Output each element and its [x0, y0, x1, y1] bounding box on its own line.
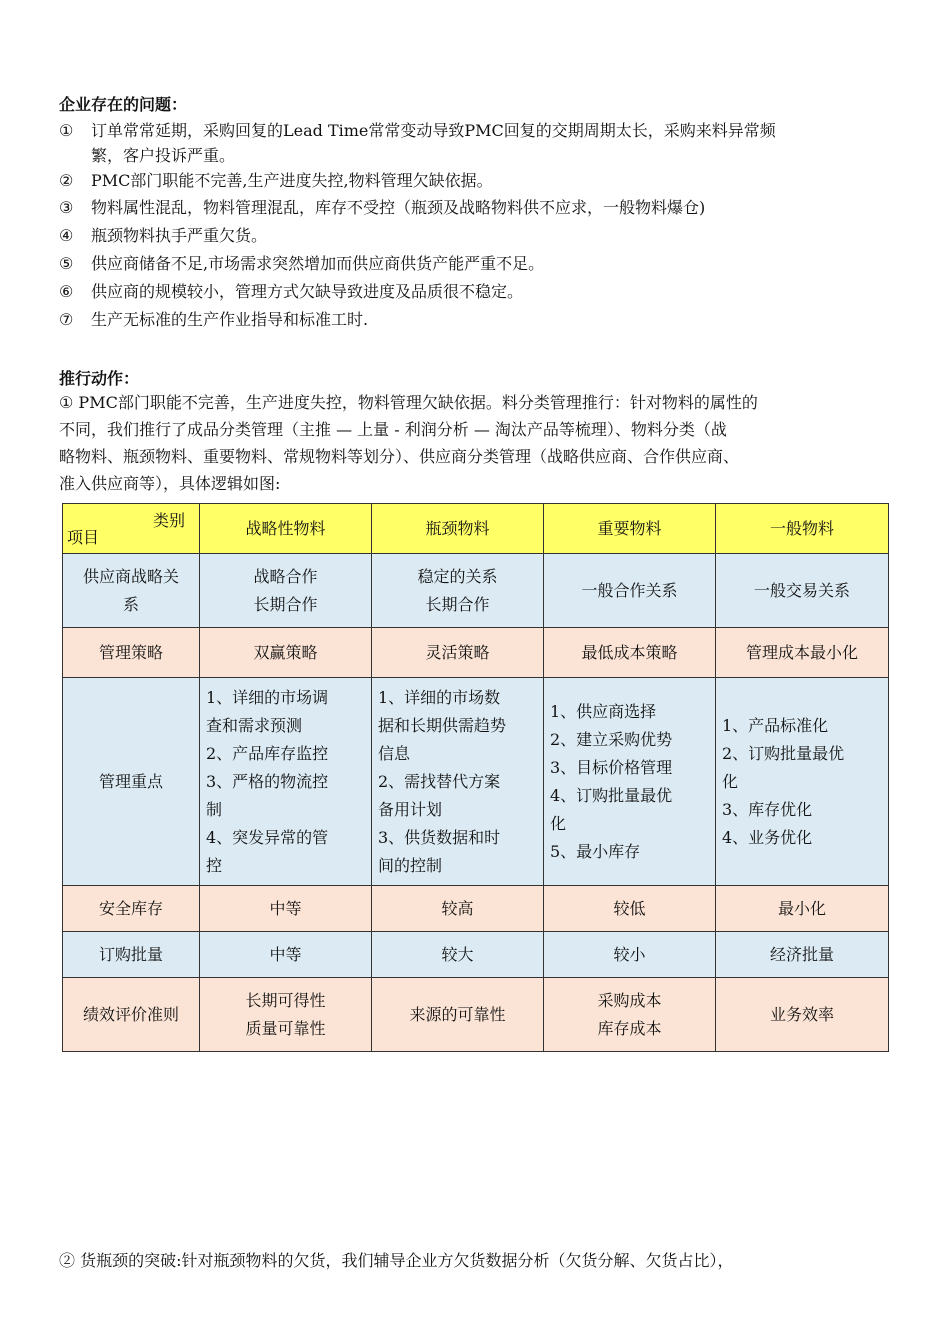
column-header: 一般物料	[716, 504, 889, 554]
table-cell	[372, 554, 544, 628]
item-number: ⑤	[59, 254, 74, 273]
item-text-line: 订单常常延期，采购回复的Lead Time常常变动导致PMC回复的交期周期太长，采购来料异常频	[91, 121, 776, 140]
cell-line: 间的控制	[378, 855, 443, 875]
table-cell	[372, 886, 544, 932]
cell-line: 战略合作	[253, 566, 318, 586]
cell-line: 化	[550, 813, 567, 833]
problem-item	[59, 118, 899, 168]
cell-line: 长期合作	[425, 594, 490, 614]
row-label-cell	[63, 554, 200, 628]
item-text	[91, 168, 899, 193]
row-label-line: 安全库存	[98, 898, 163, 918]
table-cell	[716, 628, 889, 678]
action-paragraph-1	[59, 389, 895, 497]
table-cell	[372, 932, 544, 978]
column-header: 瓶颈物料	[372, 504, 544, 554]
cell-line: 较低	[613, 898, 646, 918]
cell-line: 2、订购批量最优	[722, 743, 845, 763]
cell-line: 备用计划	[378, 799, 443, 819]
cell-line: 据和长期供需趋势	[378, 715, 507, 735]
problem-item	[59, 168, 899, 193]
table-header-row	[63, 504, 889, 554]
table-row	[63, 554, 889, 628]
table-cell	[716, 678, 889, 886]
corner-item-label: 项目	[67, 527, 100, 547]
cell-line: 2、产品库存监控	[206, 743, 329, 763]
row-label-line: 订购批量	[98, 944, 163, 964]
row-label-cell	[63, 886, 200, 932]
table-cell	[372, 628, 544, 678]
item-text-line: 物料属性混乱，物料管理混乱，库存不受控（瓶颈及战略物料供不应求，一般物料爆仓)	[91, 198, 706, 217]
problems-heading: 企业存在的问题：	[59, 95, 188, 114]
problem-item	[59, 279, 899, 304]
row-label-line: 系	[122, 594, 139, 614]
table-row	[63, 678, 889, 886]
cell-line: 1、产品标准化	[722, 715, 829, 735]
cell-line: 稳定的关系	[417, 566, 498, 586]
row-label-line: 管理重点	[98, 771, 163, 791]
item-number: ②	[59, 171, 74, 190]
row-label-cell	[63, 628, 200, 678]
cell-line: 一般交易关系	[753, 580, 850, 600]
cell-line: 采购成本	[597, 990, 662, 1010]
para-line: 略物料、瓶颈物料、重要物料、常规物料等划分）、供应商分类管理（战略供应商、合作供应商、	[59, 447, 740, 466]
para-line: 准入供应商等），具体逻辑如图:	[59, 474, 281, 493]
para-line: 不同，我们推行了成品分类管理（主推 — 上量 - 利润分析 — 淘汰产品等梳理）、物料分类（战	[59, 420, 727, 439]
cell-line: 化	[722, 771, 739, 791]
row-label-line: 管理策略	[98, 642, 163, 662]
table-cell	[200, 978, 372, 1052]
cell-line: 3、严格的物流控	[206, 771, 329, 791]
corner-header-cell	[63, 504, 200, 554]
cell-line: 来源的可靠性	[409, 1004, 506, 1024]
table-cell	[544, 932, 716, 978]
cell-line: 2、需找替代方案	[378, 771, 501, 791]
problem-item	[59, 307, 899, 332]
table-cell	[716, 886, 889, 932]
item-number: ④	[59, 226, 74, 245]
cell-line: 一般合作关系	[581, 580, 678, 600]
cell-line: 较小	[613, 944, 646, 964]
cell-line: 控	[206, 855, 223, 875]
column-header: 重要物料	[544, 504, 716, 554]
cell-line: 灵活策略	[425, 642, 490, 662]
cell-line: 5、最小库存	[550, 841, 641, 861]
item-text	[91, 195, 899, 220]
cell-line: 最低成本策略	[581, 642, 678, 662]
cell-line: 长期可得性	[245, 990, 326, 1010]
table-cell	[372, 678, 544, 886]
corner-category-label: 类别	[152, 510, 185, 530]
cell-line: 制	[206, 799, 223, 819]
table-cell	[200, 628, 372, 678]
para-line: ① PMC部门职能不完善，生产进度失控，物料管理欠缺依据。料分类管理推行：针对物料的属性的	[59, 393, 758, 412]
cell-line: 4、突发异常的管	[206, 827, 329, 847]
table-cell	[544, 628, 716, 678]
item-text-line: 瓶颈物料执手严重欠货。	[91, 226, 268, 245]
cell-line: 3、库存优化	[722, 799, 813, 819]
table-cell	[544, 554, 716, 628]
table-cell	[544, 886, 716, 932]
table-cell	[716, 978, 889, 1052]
cell-line: 长期合作	[253, 594, 318, 614]
cell-line: 3、目标价格管理	[550, 757, 673, 777]
cell-line: 质量可靠性	[245, 1018, 326, 1038]
problem-item	[59, 251, 899, 276]
item-number: ③	[59, 198, 74, 217]
problem-item	[59, 195, 899, 220]
cell-line: 3、供货数据和时	[378, 827, 501, 847]
cell-line: 4、业务优化	[722, 827, 813, 847]
cell-line: 1、详细的市场数	[378, 687, 501, 707]
cell-line: 信息	[378, 743, 411, 763]
item-number: ①	[59, 121, 74, 140]
table-row	[63, 932, 889, 978]
cell-line: 较大	[441, 944, 474, 964]
row-label-cell	[63, 978, 200, 1052]
actions-heading: 推行动作：	[59, 369, 140, 388]
cell-line: 双赢策略	[253, 642, 318, 662]
cell-line: 业务效率	[769, 1004, 834, 1024]
cell-line: 查和需求预测	[206, 715, 303, 735]
item-text	[91, 251, 899, 276]
table-cell	[716, 932, 889, 978]
problem-item	[59, 223, 899, 248]
item-text-line: 供应商储备不足,市场需求突然增加而供应商供货产能严重不足。	[91, 254, 545, 273]
table-cell	[200, 886, 372, 932]
cell-line: 较高	[441, 898, 474, 918]
action-paragraph-2	[59, 1248, 899, 1273]
table-cell	[544, 978, 716, 1052]
table-cell	[372, 978, 544, 1052]
item-text-line: 供应商的规模较小，管理方式欠缺导致进度及品质很不稳定。	[91, 282, 524, 301]
table-cell	[200, 678, 372, 886]
classification-table	[62, 503, 889, 1052]
cell-line: 中等	[269, 944, 302, 964]
item-number: ⑦	[59, 310, 74, 329]
cell-line: 中等	[269, 898, 302, 918]
cell-line: 管理成本最小化	[745, 642, 858, 662]
item-text-line: 繁，客户投诉严重。	[91, 146, 236, 165]
table-cell	[716, 554, 889, 628]
cell-line: 2、建立采购优势	[550, 729, 673, 749]
cell-line: 1、详细的市场调	[206, 687, 329, 707]
item-text	[91, 118, 899, 168]
item-text	[91, 223, 899, 248]
item-text	[91, 307, 899, 332]
table-cell	[200, 554, 372, 628]
item-text-line: PMC部门职能不完善,生产进度失控,物料管理欠缺依据。	[91, 171, 493, 190]
table-row	[63, 886, 889, 932]
cell-line: 最小化	[777, 898, 826, 918]
table-row	[63, 978, 889, 1052]
cell-line: 4、订购批量最优	[550, 785, 673, 805]
column-header: 战略性物料	[200, 504, 372, 554]
row-label-cell	[63, 678, 200, 886]
row-label-line: 供应商战略关	[82, 566, 179, 586]
row-label-line: 绩效评价准则	[82, 1004, 179, 1024]
table-row	[63, 628, 889, 678]
item-text-line: 生产无标准的生产作业指导和标准工时.	[91, 310, 369, 329]
para-line: ② 货瓶颈的突破:针对瓶颈物料的欠货，我们辅导企业方欠货数据分析（欠货分解、欠货占比），	[59, 1251, 734, 1270]
row-label-cell	[63, 932, 200, 978]
table-cell	[200, 932, 372, 978]
cell-line: 1、供应商选择	[550, 701, 657, 721]
cell-line: 库存成本	[597, 1018, 662, 1038]
table-cell	[544, 678, 716, 886]
item-text	[91, 279, 899, 304]
cell-line: 经济批量	[769, 944, 834, 964]
item-number: ⑥	[59, 282, 74, 301]
